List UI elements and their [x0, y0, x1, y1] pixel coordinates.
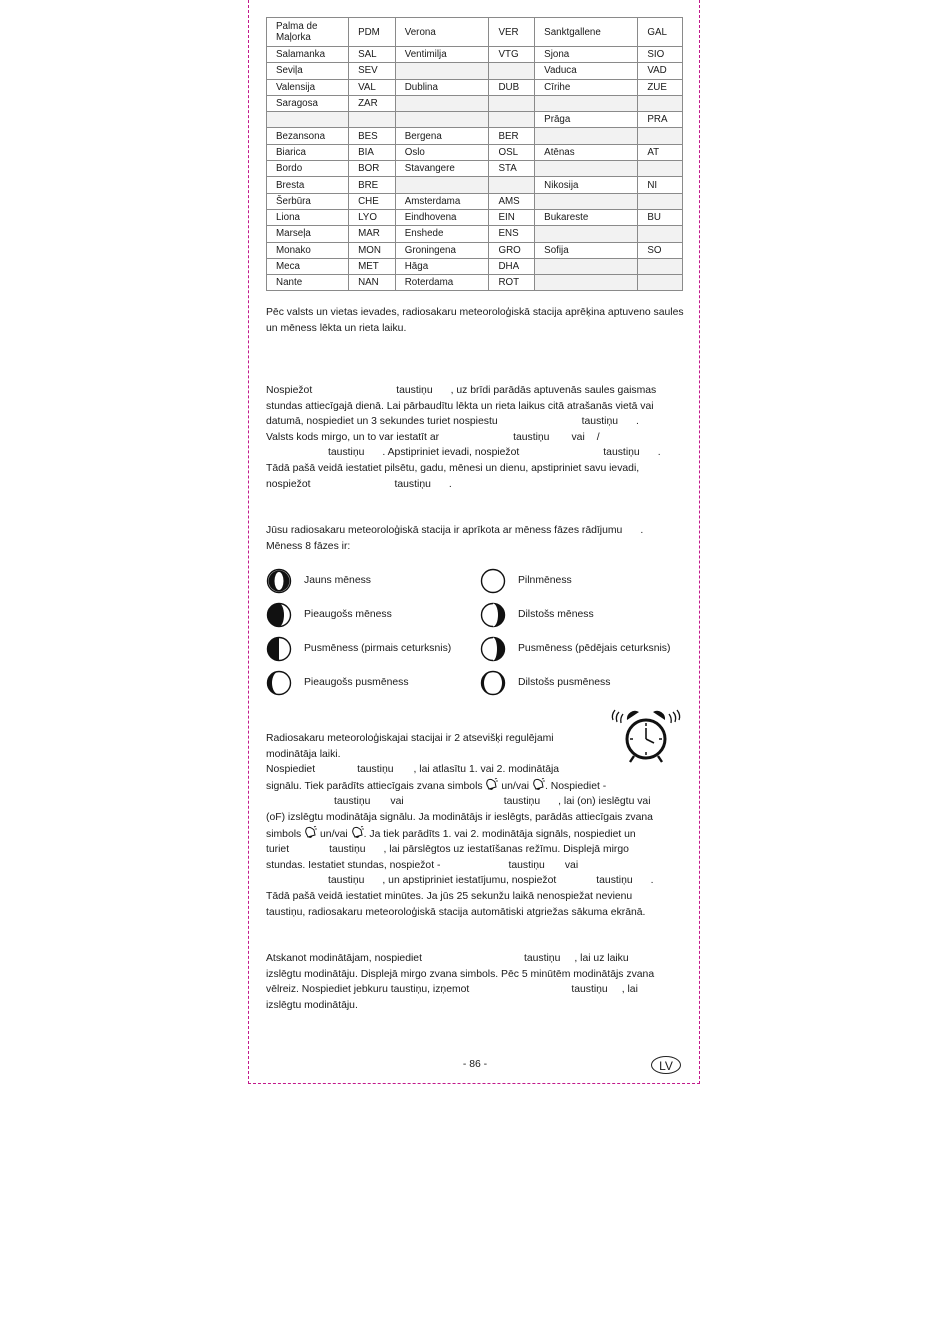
table-cell: STA: [489, 161, 535, 177]
table-cell: Liona: [267, 209, 349, 225]
table-cell: [535, 226, 638, 242]
table-cell: MET: [349, 258, 396, 274]
table-cell: Palma de Maļorka: [267, 18, 349, 47]
table-cell: ROT: [489, 275, 535, 291]
table-cell: Marseļa: [267, 226, 349, 242]
table-cell: Amsterdama: [395, 193, 489, 209]
table-cell: [638, 161, 683, 177]
city-code-table: [266, 17, 683, 291]
last-quarter-icon: [480, 636, 506, 662]
table-cell: ZAR: [349, 95, 396, 111]
table-cell: AT: [638, 144, 683, 160]
table-cell: BES: [349, 128, 396, 144]
table-cell: [638, 128, 683, 144]
table-cell: Roterdama: [395, 275, 489, 291]
table-row: [267, 161, 683, 177]
table-cell: PDM: [349, 18, 396, 47]
table-cell: Cīrihe: [535, 79, 638, 95]
waning-moon-icon: [480, 602, 506, 628]
table-cell: Monako: [267, 242, 349, 258]
sun-intro-paragraph: Pēc valsts un vietas ievades, radiosakaru meteoroloģiskā stacija aprēķina aptuveno saules un mēness lēkta un rieta laiku.: [266, 307, 684, 334]
table-cell: Eindhovena: [395, 209, 489, 225]
table-cell: Seviļa: [267, 63, 349, 79]
table-cell: Biarica: [267, 144, 349, 160]
table-row: [267, 128, 683, 144]
table-row: [267, 193, 683, 209]
table-row: [267, 258, 683, 274]
table-row: [267, 177, 683, 193]
table-cell: ENS: [489, 226, 535, 242]
page-number: - 86 -: [462, 1059, 488, 1070]
waxing-moon-icon: [266, 602, 292, 628]
table-cell: Bergena: [395, 128, 489, 144]
table-cell: VAL: [349, 79, 396, 95]
table-cell: Šerbūra: [267, 193, 349, 209]
table-cell: [395, 63, 489, 79]
table-cell: [489, 177, 535, 193]
table-cell: GRO: [489, 242, 535, 258]
table-cell: VTG: [489, 47, 535, 63]
table-cell: DUB: [489, 79, 535, 95]
waning-crescent-icon: [480, 670, 506, 696]
table-cell: OSL: [489, 144, 535, 160]
table-cell: BOR: [349, 161, 396, 177]
table-row: [267, 209, 683, 225]
moon-intro-paragraph: Jūsu radiosakaru meteoroloģiskā stacija ir aprīkota ar mēness fāzes rādījumu . Mēness 8 fāzes ir:: [266, 525, 644, 552]
table-row: [267, 144, 683, 160]
table-cell: Groningena: [395, 242, 489, 258]
table-cell: SAL: [349, 47, 396, 63]
table-cell: NAN: [349, 275, 396, 291]
table-cell: Verona: [395, 18, 489, 47]
table-cell: VAD: [638, 63, 683, 79]
table-cell: Bezansona: [267, 128, 349, 144]
table-row: [267, 95, 683, 111]
table-cell: AMS: [489, 193, 535, 209]
table-cell: SO: [638, 242, 683, 258]
table-row: [267, 18, 683, 47]
table-cell: [535, 258, 638, 274]
table-cell: [535, 95, 638, 111]
table-cell: LYO: [349, 209, 396, 225]
table-cell: Nante: [267, 275, 349, 291]
table-cell: Sjona: [535, 47, 638, 63]
table-cell: [349, 112, 396, 128]
table-cell: [267, 112, 349, 128]
table-cell: Oslo: [395, 144, 489, 160]
table-cell: Nikosija: [535, 177, 638, 193]
table-cell: Sanktgallene: [535, 18, 638, 47]
table-cell: [395, 112, 489, 128]
table-cell: [395, 177, 489, 193]
table-cell: [638, 193, 683, 209]
table-row: [267, 275, 683, 291]
table-cell: BRE: [349, 177, 396, 193]
table-cell: Atēnas: [535, 144, 638, 160]
table-cell: [535, 161, 638, 177]
waxing-crescent-icon: [266, 670, 292, 696]
table-cell: Prāga: [535, 112, 638, 128]
table-cell: [638, 226, 683, 242]
table-cell: MAR: [349, 226, 396, 242]
table-cell: Bresta: [267, 177, 349, 193]
table-cell: BU: [638, 209, 683, 225]
full-moon-icon: [480, 568, 506, 594]
table-cell: CHE: [349, 193, 396, 209]
table-cell: NI: [638, 177, 683, 193]
table-cell: Hāga: [395, 258, 489, 274]
table-cell: [638, 275, 683, 291]
table-cell: Ventimilja: [395, 47, 489, 63]
alarm-paragraph: Radiosakaru meteoroloģiskajai stacijai ir 2 atsevišķi regulējami modinātāja laiki. Nospiediet taustiņu , lai atlasītu 1. vai 2. modinātāja signālu. Tiek parādīts attiecīgais zvana simbols un/vai . Nospiediet - taustiņu vai taustiņu , lai (on) ieslēgtu vai (oF) izslēgtu modinātāja signālu. Ja modinātājs ir ieslēgts, parādās attiecīgais zvana simbols un/vai . Ja tiek parādīts 1. vai 2. modinātāja signāls, nospiediet un turiet taustiņu , lai pārslēgtos uz iestatīšanas režīmu. Displejā mirgo stundas. Iestatiet stundas, nospiežot - taustiņu vai taustiņu , un apstipriniet iestatījumu, nospiežot taustiņu . Tādā pašā veidā iestatiet minūtes. Ja jūs 25 sekunžu laikā nenospiežat nevienu taustiņu, radiosakaru meteoroloģiskā stacija automātiski atgriežas sākuma ekrānā.: [266, 733, 654, 918]
sun-instructions-paragraph: Nospiežot taustiņu , uz brīdi parādās aptuvenās saules gaismas stundas attiecīgajā dienā. Lai pārbaudītu lēkta un rieta laikus citā atrašanās vietā vai datumā, nospiediet un 3 sekundes turiet nospiestu taustiņu . Valsts kods mirgo, un to var iestatīt ar taustiņu vai / taustiņu . Apstipriniet ievadi, nospiežot taustiņu . Tādā pašā veidā iestatiet pilsētu, gadu, mēnesi un dienu, apstipriniet savu ievadi, nospiežot taustiņu .: [266, 385, 661, 490]
table-row: [267, 226, 683, 242]
table-cell: Meca: [267, 258, 349, 274]
table-cell: EIN: [489, 209, 535, 225]
first-quarter-icon: [266, 636, 292, 662]
table-cell: BIA: [349, 144, 396, 160]
table-cell: Sofija: [535, 242, 638, 258]
bell-icon: [304, 826, 317, 838]
table-cell: PRA: [638, 112, 683, 128]
table-cell: Dublina: [395, 79, 489, 95]
new-moon-icon: [266, 568, 292, 594]
table-cell: [535, 128, 638, 144]
table-cell: [638, 95, 683, 111]
table-cell: [535, 275, 638, 291]
table-cell: SEV: [349, 63, 396, 79]
table-cell: Bukareste: [535, 209, 638, 225]
table-cell: Salamanka: [267, 47, 349, 63]
bell-icon: [485, 778, 498, 790]
table-row: [267, 242, 683, 258]
language-badge: LV: [651, 1056, 681, 1074]
table-cell: SIO: [638, 47, 683, 63]
city-table-body: [267, 18, 683, 291]
table-cell: Enshede: [395, 226, 489, 242]
table-cell: ZUE: [638, 79, 683, 95]
table-cell: DHA: [489, 258, 535, 274]
table-cell: MON: [349, 242, 396, 258]
table-row: [267, 63, 683, 79]
table-row: [267, 47, 683, 63]
table-cell: BER: [489, 128, 535, 144]
table-cell: [489, 63, 535, 79]
table-cell: GAL: [638, 18, 683, 47]
table-row: [267, 79, 683, 95]
table-cell: Vaduca: [535, 63, 638, 79]
table-cell: [489, 95, 535, 111]
table-cell: [489, 112, 535, 128]
table-cell: Valensija: [267, 79, 349, 95]
table-cell: [638, 258, 683, 274]
table-cell: [535, 193, 638, 209]
table-cell: VER: [489, 18, 535, 47]
table-row: [267, 112, 683, 128]
bell-icon: [351, 826, 364, 838]
table-cell: Bordo: [267, 161, 349, 177]
table-cell: [395, 95, 489, 111]
table-cell: Stavangere: [395, 161, 489, 177]
table-cell: Saragosa: [267, 95, 349, 111]
snooze-paragraph: Atskanot modinātājam, nospiediet taustiņu , lai uz laiku izslēgtu modinātāju. Displejā mirgo zvana simbols. Pēc 5 minūtēm modinātājs zvana vēlreiz. Nospiediet jebkuru taustiņu, izņemot taustiņu , lai izslēgtu modinātāju.: [266, 953, 655, 1011]
bell-icon: [532, 778, 545, 790]
